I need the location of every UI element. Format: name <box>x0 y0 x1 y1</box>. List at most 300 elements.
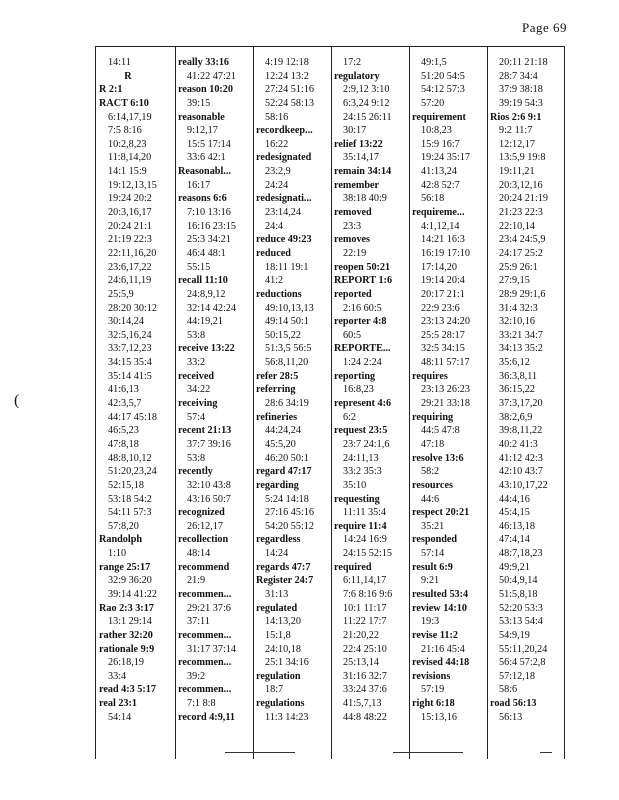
index-subentry: 22:9 23:6 <box>421 302 460 314</box>
index-entry: regard 47:17 <box>256 466 312 478</box>
index-subentry: 20:24 21:19 <box>499 193 548 205</box>
index-subentry: 23:2,9 <box>265 166 291 178</box>
index-subentry: 14:13,20 <box>265 616 301 628</box>
index-subentry: 56:18 <box>421 193 445 205</box>
index-entry: recommen... <box>178 684 232 696</box>
index-subentry: 41:2 <box>265 275 284 287</box>
index-subentry: 44:4,16 <box>499 493 530 505</box>
index-subentry: 25:1 34:16 <box>265 657 309 669</box>
index-subentry: 2:9,12 3:10 <box>343 84 390 96</box>
section-letter: R <box>124 70 132 82</box>
index-entry: recordkeep... <box>256 125 313 137</box>
index-subentry: 27:24 51:16 <box>265 84 314 96</box>
index-entry: recent 21:13 <box>178 425 232 437</box>
index-subentry: 54:11 57:3 <box>108 507 152 519</box>
page-number: Page 69 <box>521 20 567 35</box>
index-subentry: 58:6 <box>499 684 518 696</box>
index-entry: removes <box>334 234 371 246</box>
index-subentry: 51:20 54:5 <box>421 70 465 82</box>
index-subentry: 53:18 54:2 <box>108 493 152 505</box>
index-subentry: 11:22 17:7 <box>343 616 387 628</box>
index-entry: regulated <box>256 602 298 614</box>
index-subentry: 31:16 32:7 <box>343 670 387 682</box>
index-entry: recognized <box>178 507 225 519</box>
index-entry: rather 32:20 <box>99 629 153 641</box>
index-entry: receiving <box>178 398 218 410</box>
index-entry: regardless <box>256 534 301 546</box>
index-subentry: 32:10 43:8 <box>187 479 231 491</box>
index-subentry: 4:19 12:18 <box>265 57 309 68</box>
index-entry: regarding <box>256 479 299 491</box>
index-subentry: 21:20,22 <box>343 629 379 641</box>
index-subentry: 39:8,11,22 <box>499 425 543 437</box>
index-entry: refer 28:5 <box>256 370 299 382</box>
column-rule <box>564 47 565 759</box>
index-subentry: 17:2 <box>343 57 362 68</box>
index-subentry: 27:9,15 <box>499 275 530 287</box>
index-subentry: 32:9 36:20 <box>108 575 152 587</box>
index-entry: requesting <box>334 493 380 505</box>
index-entry: removed <box>334 207 372 219</box>
index-subentry: 34:13 35:2 <box>499 343 543 355</box>
index-subentry: 36:15,22 <box>499 384 535 396</box>
footer-rule <box>393 752 463 753</box>
index-subentry: 32:5,16,24 <box>108 329 152 341</box>
index-column <box>490 56 548 724</box>
index-subentry: 50:15,22 <box>265 329 301 341</box>
index-subentry: 51:3,5 56:5 <box>265 343 312 355</box>
index-subentry: 17:14,20 <box>421 261 457 273</box>
index-entry: recommen... <box>178 657 232 669</box>
index-subentry: 54:14 <box>108 711 132 723</box>
index-subentry: 38:18 40:9 <box>343 193 387 205</box>
index-entry: represent 4:6 <box>334 398 392 410</box>
index-entry: resulted 53:4 <box>412 588 469 600</box>
index-subentry: 6:11,14,17 <box>343 575 387 587</box>
index-subentry: 41:5,7,13 <box>343 698 382 710</box>
index-entry: resolve 13:6 <box>412 452 464 464</box>
index-subentry: 57:20 <box>421 97 445 109</box>
index-subentry: 48:11 57:17 <box>421 357 470 369</box>
index-entry: recall 11:10 <box>178 275 228 287</box>
index-subentry: 37:9 38:18 <box>499 84 543 96</box>
index-subentry: 20:17 21:1 <box>421 288 465 300</box>
index-subentry: 14:24 16:9 <box>343 534 387 546</box>
index-subentry: 55:15 <box>187 261 211 273</box>
index-entry: remain 34:14 <box>334 166 392 178</box>
index-entry: redesignati... <box>256 193 312 205</box>
index-entry: reporter 4:8 <box>334 316 387 328</box>
index-entry: result 6:9 <box>412 561 453 573</box>
index-subentry: 42:8 52:7 <box>421 179 460 191</box>
index-column <box>178 56 236 724</box>
index-subentry: 24:15 52:15 <box>343 548 392 560</box>
index-entry: Rao 2:3 3:17 <box>99 602 154 614</box>
index-subentry: 32:10,16 <box>499 316 535 328</box>
index-subentry: 10:8,23 <box>421 125 452 137</box>
footer-rule <box>225 752 295 753</box>
index-subentry: 28:6 34:19 <box>265 398 309 410</box>
index-subentry: 52:20 53:3 <box>499 602 543 614</box>
index-subentry: 49:10,13,13 <box>265 302 314 314</box>
index-entry: reduce 49:23 <box>256 234 312 246</box>
index-subentry: 33:24 37:6 <box>343 684 387 696</box>
index-subentry: 22:10,14 <box>499 220 535 232</box>
index-subentry: 7:6 8:16 9:6 <box>343 588 393 600</box>
index-entry: required <box>334 561 372 573</box>
index-subentry: 28:9 29:1,6 <box>499 288 546 300</box>
index-subentry: 57:8,20 <box>108 520 139 532</box>
index-subentry: 23:13 26:23 <box>421 384 470 396</box>
index-entry: revise 11:2 <box>412 629 458 641</box>
index-subentry: 25:5,9 <box>108 288 134 300</box>
index-entry: requirement <box>412 111 466 123</box>
index-subentry: 14:1 15:9 <box>108 166 147 178</box>
index-subentry: 51:20,23,24 <box>108 466 157 478</box>
index-entry: request 23:5 <box>334 425 388 437</box>
index-subentry: 7:10 13:16 <box>187 207 231 219</box>
index-subentry: 35:14 41:5 <box>108 370 152 382</box>
index-subentry: 4:1,12,14 <box>421 220 460 232</box>
index-subentry: 9:2 11:7 <box>499 125 533 137</box>
index-entry: recently <box>178 466 213 478</box>
index-subentry: 53:8 <box>187 452 206 464</box>
index-subentry: 14:11 <box>108 57 131 68</box>
index-entry: relief 13:22 <box>334 138 383 150</box>
index-subentry: 1:10 <box>108 548 127 560</box>
index-subentry: 34:15 35:4 <box>108 357 152 369</box>
column-rule <box>95 47 96 759</box>
index-subentry: 44:17 45:18 <box>108 411 157 423</box>
index-subentry: 52:15,18 <box>108 479 144 491</box>
index-column <box>256 56 314 724</box>
index-entry: reductions <box>256 288 302 300</box>
index-subentry: 46:4 48:1 <box>187 247 226 259</box>
index-subentry: 19:14 20:4 <box>421 275 465 287</box>
index-subentry: 15:5 17:14 <box>187 138 231 150</box>
index-subentry: 32:5 34:15 <box>421 343 465 355</box>
index-subentry: 31:17 37:14 <box>187 643 236 655</box>
index-entry: regards 47:7 <box>256 561 311 573</box>
index-subentry: 33:4 <box>108 670 127 682</box>
index-entry: redesignated <box>256 152 312 164</box>
index-subentry: 16:22 <box>265 138 289 150</box>
index-subentry: 18:11 19:1 <box>265 261 309 273</box>
index-subentry: 15:9 16:7 <box>421 138 460 150</box>
index-subentry: 44:24,24 <box>265 425 301 437</box>
index-subentry: 22:11,16,20 <box>108 247 157 259</box>
index-subentry: 20:11 21:18 <box>499 57 548 68</box>
column-rule <box>487 47 488 759</box>
index-entry: refineries <box>256 411 298 423</box>
index-subentry: 19:3 <box>421 616 440 628</box>
index-subentry: 47:8,18 <box>108 438 139 450</box>
index-subentry: 41:12 42:3 <box>499 452 543 464</box>
index-subentry: 56:4 57:2,8 <box>499 657 546 669</box>
index-subentry: 41:13,24 <box>421 166 457 178</box>
index-subentry: 21:9 <box>187 575 206 587</box>
index-subentry: 6:2 <box>343 411 357 423</box>
index-subentry: 55:11,20,24 <box>499 643 548 655</box>
index-subentry: 33:6 42:1 <box>187 152 226 164</box>
index-subentry: 34:22 <box>187 384 211 396</box>
index-subentry: 22:4 25:10 <box>343 643 387 655</box>
index-subentry: 50:4,9,14 <box>499 575 538 587</box>
index-entry: road 56:13 <box>490 698 537 710</box>
index-entry: Register 24:7 <box>256 575 314 587</box>
index-subentry: 11:11 35:4 <box>343 507 387 519</box>
index-subentry: 2:16 60:5 <box>343 302 382 314</box>
index-subentry: 16:8,23 <box>343 384 374 396</box>
index-subentry: 24:24 <box>265 179 289 191</box>
column-rule <box>409 47 410 759</box>
index-entry: recommen... <box>178 588 232 600</box>
index-subentry: 39:15 <box>187 97 211 109</box>
index-subentry: 14:24 <box>265 548 289 560</box>
index-subentry: 25:5 28:17 <box>421 329 465 341</box>
index-subentry: 24:15 26:11 <box>343 111 392 123</box>
index-frame <box>95 46 565 759</box>
index-entry: revisions <box>412 670 451 682</box>
index-subentry: 18:7 <box>265 684 284 696</box>
index-subentry: 30:17 <box>343 125 367 137</box>
index-subentry: 57:12,18 <box>499 670 535 682</box>
index-subentry: 24:8,9,12 <box>187 288 226 300</box>
index-subentry: 44:5 47:8 <box>421 425 460 437</box>
index-entry: Reasonabl... <box>178 166 231 178</box>
index-subentry: 52:24 58:13 <box>265 97 314 109</box>
index-subentry: 26:18,19 <box>108 657 144 669</box>
index-subentry: 12:12,17 <box>499 138 535 150</box>
index-subentry: 7:5 8:16 <box>108 125 142 137</box>
index-subentry: 44:8 48:22 <box>343 711 387 723</box>
index-subentry: 26:12,17 <box>187 520 223 532</box>
index-entry: requires <box>412 370 448 382</box>
index-subentry: 29:21 37:6 <box>187 602 231 614</box>
index-subentry: 56:13 <box>499 711 523 723</box>
index-subentry: 7:1 8:8 <box>187 698 216 710</box>
index-subentry: 5:24 14:18 <box>265 493 309 505</box>
index-subentry: 23:4 24:5,9 <box>499 234 546 246</box>
index-subentry: 46:5,23 <box>108 425 139 437</box>
index-entry: regulations <box>256 698 305 710</box>
index-entry: referring <box>256 384 296 396</box>
column-rule <box>175 47 176 759</box>
index-subentry: 47:18 <box>421 438 445 450</box>
index-subentry: 44:19,21 <box>187 316 223 328</box>
index-subentry: 49:1,5 <box>421 57 447 68</box>
index-subentry: 27:16 45:16 <box>265 507 314 519</box>
index-subentry: 25:13,14 <box>343 657 379 669</box>
index-entry: really 33:16 <box>178 57 230 68</box>
index-entry: require 11:4 <box>334 520 387 532</box>
index-subentry: 31:13 <box>265 588 289 600</box>
index-subentry: 40:2 41:3 <box>499 438 538 450</box>
index-subentry: 11:8,14,20 <box>108 152 152 164</box>
index-subentry: 41:6,13 <box>108 384 139 396</box>
index-entry: reduced <box>256 247 291 259</box>
index-subentry: 20:3,16,17 <box>108 207 152 219</box>
index-subentry: 43:10,17,22 <box>499 479 548 491</box>
footer-rule <box>540 752 552 753</box>
index-subentry: 14:21 16:3 <box>421 234 465 246</box>
index-subentry: 10:2,8,23 <box>108 138 147 150</box>
index-subentry: 15:13,16 <box>421 711 457 723</box>
index-subentry: 19:24 20:2 <box>108 193 152 205</box>
index-subentry: 10:1 11:17 <box>343 602 387 614</box>
index-subentry: 54:12 57:3 <box>421 84 465 96</box>
index-subentry: 13:5,9 19:8 <box>499 152 546 164</box>
index-subentry: 37:3,17,20 <box>499 398 543 410</box>
index-subentry: 58:16 <box>265 111 289 123</box>
index-entry: reporting <box>334 370 376 382</box>
index-entry: reported <box>334 288 372 300</box>
index-subentry: 30:14,24 <box>108 316 144 328</box>
index-entry: requireme... <box>412 207 465 219</box>
index-entry: regulation <box>256 670 301 682</box>
index-entry: R 2:1 <box>99 84 123 96</box>
index-subentry: 13:1 29:14 <box>108 616 152 628</box>
index-subentry: 35:14,17 <box>343 152 379 164</box>
index-entry: REPORTE... <box>334 343 391 355</box>
index-entry: recommend <box>178 561 230 573</box>
index-subentry: 51:5,8,18 <box>499 588 538 600</box>
index-subentry: 20:24 21:1 <box>108 220 152 232</box>
index-subentry: 22:19 <box>343 247 367 259</box>
index-subentry: 6:14,17,19 <box>108 111 152 123</box>
index-subentry: 11:3 14:23 <box>265 711 309 723</box>
index-entry: RACT 6:10 <box>99 97 149 109</box>
index-subentry: 44:6 <box>421 493 440 505</box>
index-subentry: 57:14 <box>421 548 445 560</box>
index-subentry: 1:24 2:24 <box>343 357 382 369</box>
index-entry: resources <box>412 479 453 491</box>
index-subentry: 39:19 54:3 <box>499 97 543 109</box>
index-subentry: 49:9,21 <box>499 561 530 573</box>
index-subentry: 38:2,6,9 <box>499 411 533 423</box>
index-entry: remember <box>334 179 380 191</box>
index-subentry: 25:9 26:1 <box>499 261 538 273</box>
index-subentry: 57:4 <box>187 411 206 423</box>
index-subentry: 9:12,17 <box>187 125 218 137</box>
index-subentry: 46:20 50:1 <box>265 452 309 464</box>
index-subentry: 24:17 25:2 <box>499 247 543 259</box>
index-subentry: 23:7 24:1,6 <box>343 438 390 450</box>
index-subentry: 39:2 <box>187 670 206 682</box>
index-entry: real 23:1 <box>99 698 138 710</box>
index-subentry: 19:24 35:17 <box>421 152 470 164</box>
index-subentry: 48:14 <box>187 548 211 560</box>
index-subentry: 23:6,17,22 <box>108 261 152 273</box>
index-subentry: 6:3,24 9:12 <box>343 97 390 109</box>
index-entry: record 4:9,11 <box>178 711 235 723</box>
index-subentry: 33:2 35:3 <box>343 466 382 478</box>
index-subentry: 28:20 30:12 <box>108 302 157 314</box>
index-subentry: 16:19 17:10 <box>421 247 470 259</box>
index-subentry: 24:11,13 <box>343 452 379 464</box>
column-rule <box>331 47 332 759</box>
index-subentry: 54:9,19 <box>499 629 530 641</box>
index-subentry: 21:23 22:3 <box>499 207 543 219</box>
index-subentry: 60:5 <box>343 329 362 341</box>
index-subentry: 53:13 54:4 <box>499 616 543 628</box>
index-subentry: 19:12,13,15 <box>108 179 157 191</box>
index-subentry: 15:1,8 <box>265 629 291 641</box>
index-subentry: 31:4 32:3 <box>499 302 538 314</box>
index-subentry: 46:13,18 <box>499 520 535 532</box>
index-entry: REPORT 1:6 <box>334 275 393 287</box>
index-subentry: 32:14 42:24 <box>187 302 236 314</box>
index-subentry: 41:22 47:21 <box>187 70 236 82</box>
index-entry: reopen 50:21 <box>334 261 391 273</box>
index-subentry: 45:5,20 <box>265 438 296 450</box>
index-subentry: 56:8,11,20 <box>265 357 309 369</box>
index-subentry: 23:14,24 <box>265 207 301 219</box>
index-subentry: 33:7,12,23 <box>108 343 152 355</box>
index-entry: review 14:10 <box>412 602 467 614</box>
index-entry: rationale 9:9 <box>99 643 155 655</box>
index-subentry: 54:20 55:12 <box>265 520 314 532</box>
index-subentry: 29:21 33:18 <box>421 398 470 410</box>
index-subentry: 12:24 13:2 <box>265 70 309 82</box>
index-entry: reasonable <box>178 111 225 123</box>
index-subentry: 37:7 39:16 <box>187 438 231 450</box>
index-subentry: 16:16 23:15 <box>187 220 236 232</box>
index-subentry: 24:4 <box>265 220 284 232</box>
index-entry: range 25:17 <box>99 561 151 573</box>
index-subentry: 37:11 <box>187 616 210 628</box>
index-subentry: 33:21 34:7 <box>499 329 543 341</box>
index-subentry: 25:3 34:21 <box>187 234 231 246</box>
index-entry: respect 20:21 <box>412 507 470 519</box>
index-subentry: 45:4,15 <box>499 507 530 519</box>
index-entry: right 6:18 <box>412 698 455 710</box>
index-subentry: 42:10 43:7 <box>499 466 543 478</box>
column-rule <box>253 47 254 759</box>
index-entry: recollection <box>178 534 229 546</box>
index-subentry: 42:3,5,7 <box>108 398 142 410</box>
index-entry: revised 44:18 <box>412 657 470 669</box>
index-subentry: 43:16 50:7 <box>187 493 231 505</box>
index-entry: reasons 6:6 <box>178 193 227 205</box>
index-entry: Rios 2:6 9:1 <box>490 111 542 123</box>
index-column <box>412 56 470 724</box>
index-subentry: 35:21 <box>421 520 445 532</box>
index-subentry: 9:21 <box>421 575 440 587</box>
index-subentry: 35:10 <box>343 479 367 491</box>
index-subentry: 53:8 <box>187 329 206 341</box>
index-subentry: 47:4,14 <box>499 534 530 546</box>
index-subentry: 57:19 <box>421 684 445 696</box>
index-entry: regulatory <box>334 70 380 82</box>
index-subentry: 16:17 <box>187 179 211 191</box>
index-subentry: 24:6,11,19 <box>108 275 152 287</box>
margin-bracket-mark: ( <box>14 392 20 409</box>
index-subentry: 36:3,8,11 <box>499 370 538 382</box>
index-subentry: 19:11,21 <box>499 166 535 178</box>
index-entry: Randolph <box>99 534 143 546</box>
index-entry: recommen... <box>178 629 232 641</box>
index-subentry: 35:6,12 <box>499 357 530 369</box>
index-subentry: 21:19 22:3 <box>108 234 152 246</box>
index-subentry: 28:7 34:4 <box>499 70 538 82</box>
index-subentry: 48:7,18,23 <box>499 548 543 560</box>
index-entry: receive 13:22 <box>178 343 235 355</box>
index-subentry: 49:14 50:1 <box>265 316 309 328</box>
index-subentry: 23:13 24:20 <box>421 316 470 328</box>
index-subentry: 33:2 <box>187 357 206 369</box>
index-subentry: 39:14 41:22 <box>108 588 157 600</box>
